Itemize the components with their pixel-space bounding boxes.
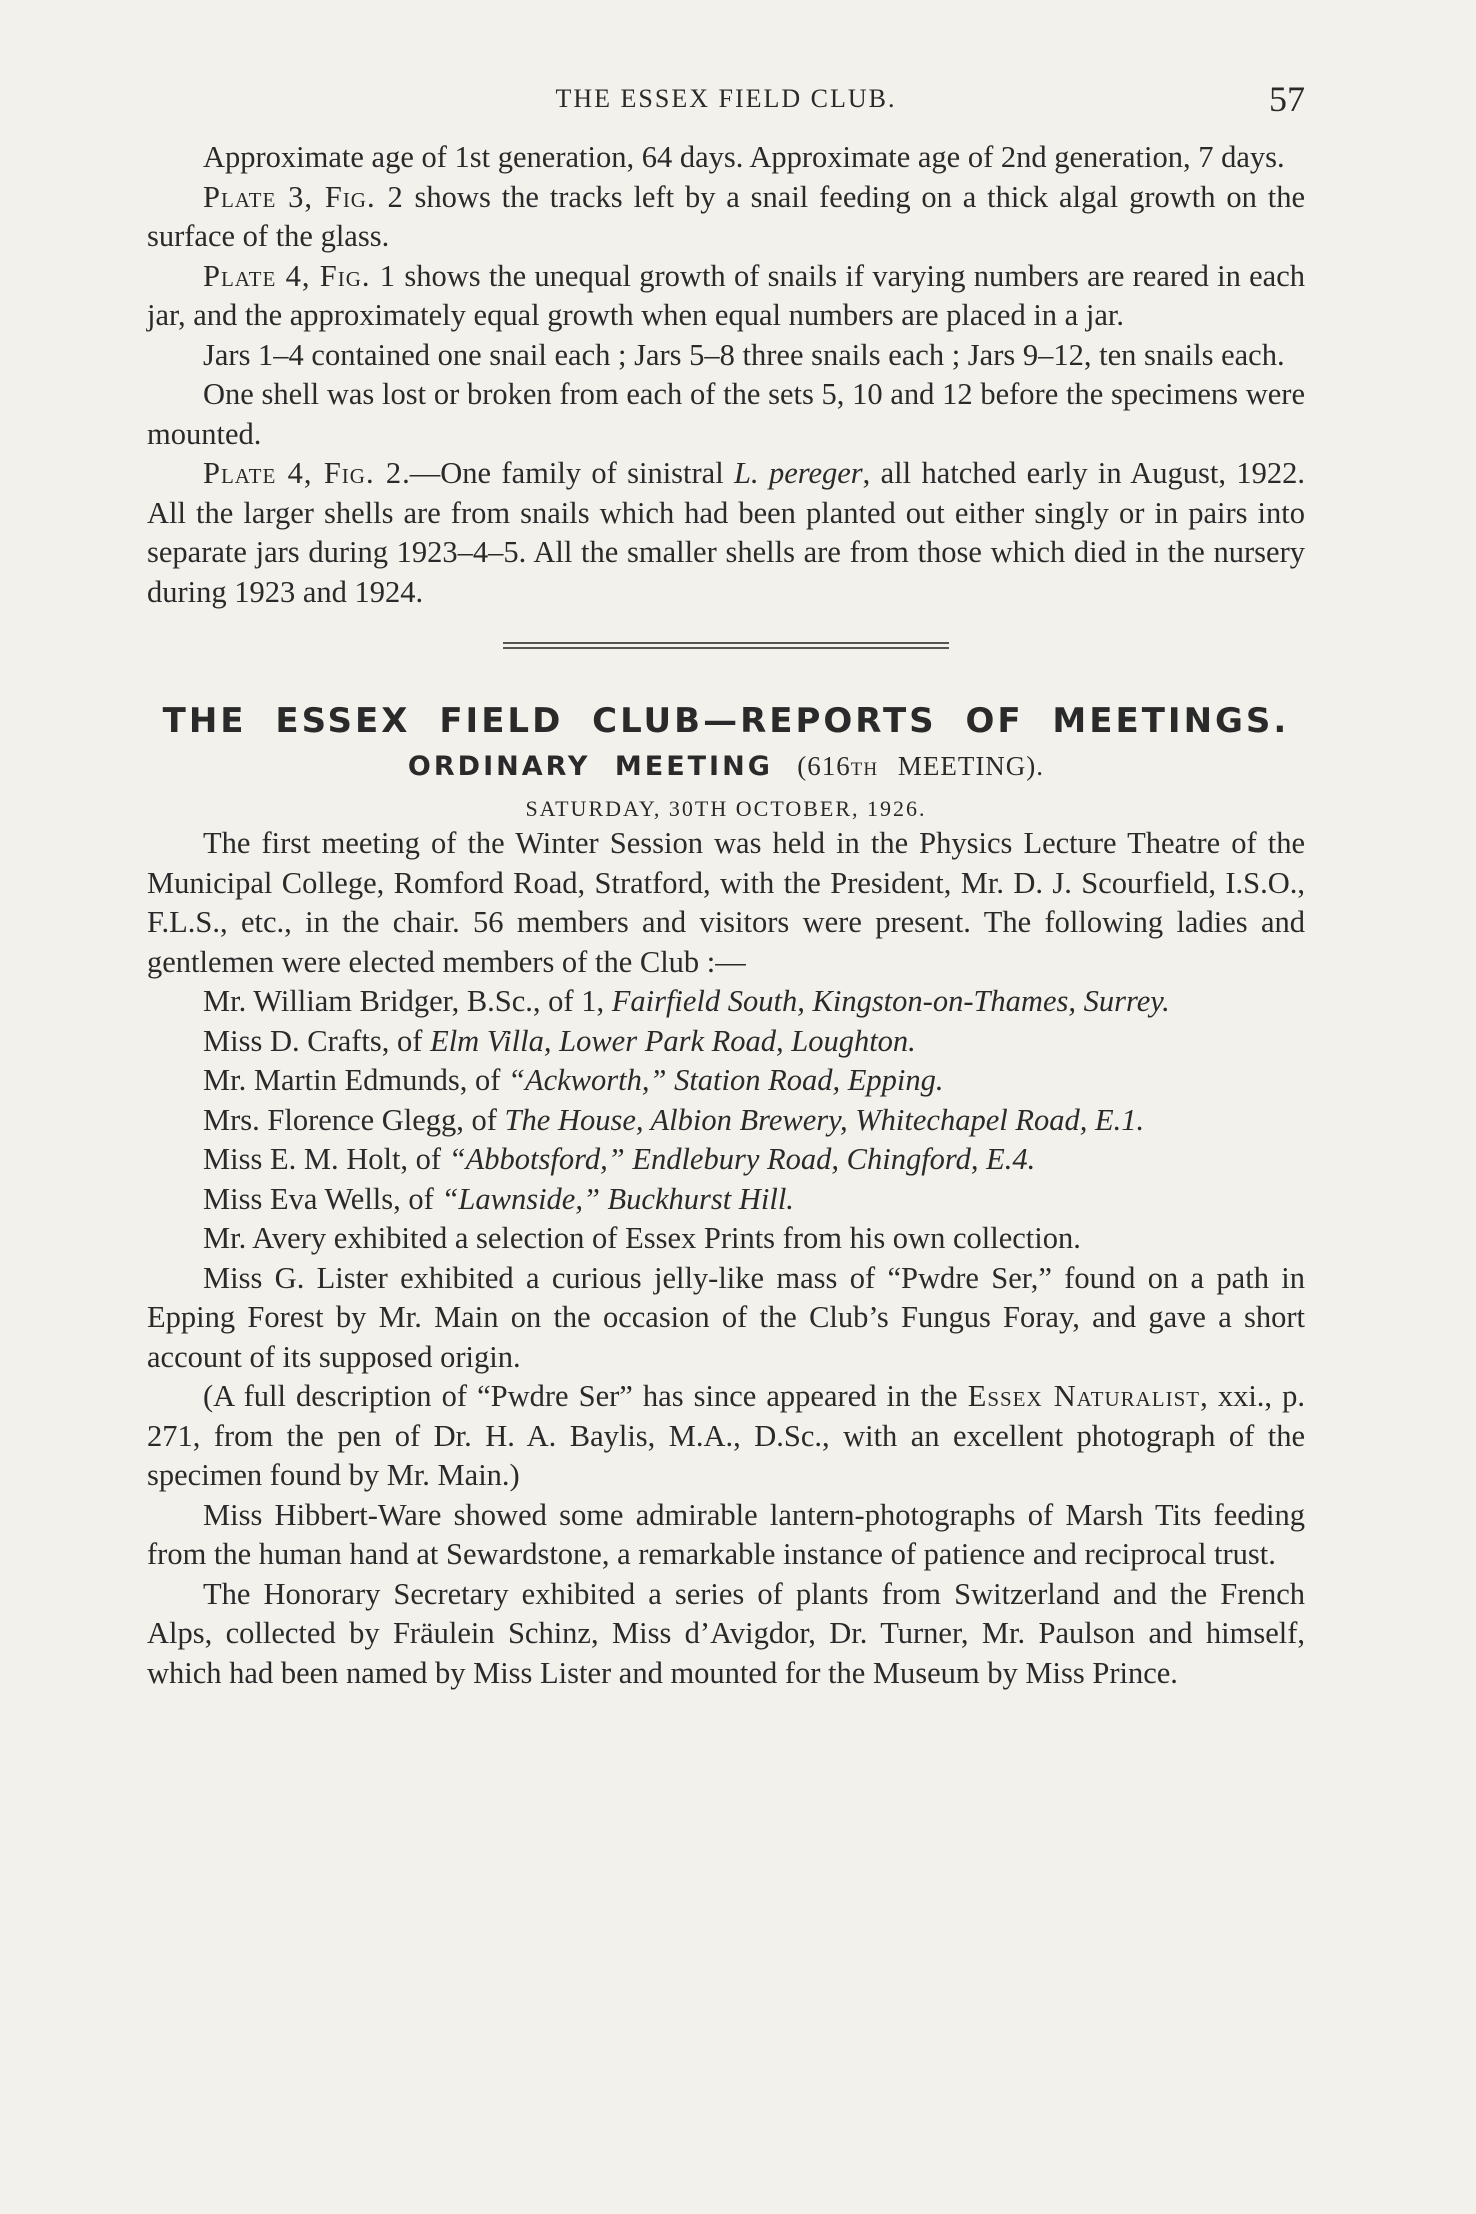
document-page	[147, 78, 1305, 1693]
member-address: “Lawnside,” Buckhurst Hill.	[441, 1181, 794, 1216]
member-entry	[147, 982, 1305, 1022]
paragraph-hibbert-ware: Miss Hibbert-Ware showed some admirable lantern-photographs of Marsh Tits feeding from the human hand at Sewardstone, a remarkable instance of patience and reciprocal trust.	[147, 1497, 1305, 1571]
meeting-title-text: ORDINARY MEETING	[407, 751, 773, 782]
plate-reference: Plate 4, Fig. 2	[203, 456, 403, 490]
paragraph-plate-4-fig-2	[147, 454, 1305, 612]
meeting-title	[147, 751, 1305, 782]
plate-reference: Plate 4, Fig. 1	[203, 258, 397, 293]
member-entry	[147, 1061, 1305, 1101]
member-address: “Abbotsford,” Endlebury Road, Chingford, E.4.	[448, 1142, 1036, 1176]
paragraph-lister-exhibit: Miss G. Lister exhibited a curious jelly-like mass of “Pwdre Ser,” found on a path in Epping Forest by Mr. Main on the occasion of the Club’s Fungus Foray, and gave a short account of its supposed origin.	[147, 1260, 1305, 1374]
member-entry	[147, 1180, 1305, 1220]
paragraph-generation-ages: Approximate age of 1st generation, 64 days. Approximate age of 2nd generation, 7 days.	[203, 140, 1285, 174]
member-name: Mrs. Florence Glegg, of	[203, 1102, 505, 1137]
member-address: The House, Albion Brewery, Whitechapel Road, E.1.	[504, 1102, 1145, 1137]
paragraph-avery-exhibit: Mr. Avery exhibited a selection of Essex Prints from his own collection.	[203, 1221, 1081, 1255]
section-divider	[503, 642, 949, 649]
paragraph-text: shows the tracks left by a snail feeding on a thick algal growth on the surface of the glass.	[147, 179, 1305, 253]
paragraph-meeting-intro: The first meeting of the Winter Session was held in the Physics Lecture Theatre of the Municipal College, Romford Road, Stratford, with the President, Mr. D. J. Scourfield, I.S.O., F.L.S., etc., in the chair. 56 members and visitors were present. The following ladies and gentlemen were elected members of the Club :—	[147, 826, 1305, 979]
member-entry	[147, 1022, 1305, 1062]
paragraph-jars: Jars 1–4 contained one snail each ; Jars 5–8 three snails each ; Jars 9–12, ten snails each.	[203, 337, 1285, 372]
member-address: Fairfield South, Kingston-on-Thames, Surrey.	[611, 984, 1170, 1018]
paragraph-pwdre-ser-note	[147, 1377, 1305, 1496]
member-name: Miss Eva Wells, of	[203, 1181, 442, 1216]
member-name: Mr. William Bridger, B.Sc., of 1,	[203, 984, 612, 1018]
meeting-number: (616th MEETING).	[797, 751, 1045, 781]
running-title: THE ESSEX FIELD CLUB.	[555, 84, 897, 113]
member-name: Mr. Martin Edmunds, of	[203, 1063, 508, 1097]
species-name: L. pereger	[734, 456, 863, 490]
paragraph-secretary-exhibit: The Honorary Secretary exhibited a series of plants from Switzerland and the French Alps, collected by Fräulein Schinz, Miss d’Avigdor, Dr. Turner, Mr. Paulson and himself, which had been named by Miss Lister and mounted for the Museum by Miss Prince.	[147, 1576, 1305, 1690]
paragraph-text: , xxi., p. 271, from the pen of Dr. H. A. Baylis, M.A., D.Sc., with an excellent photograph of the specimen found by Mr. Main.)	[147, 1379, 1305, 1492]
section-title: THE ESSEX FIELD CLUB—REPORTS OF MEETINGS.	[162, 701, 1290, 741]
meeting-date: SATURDAY, 30TH OCTOBER, 1926.	[525, 796, 927, 821]
journal-name: Essex Naturalist	[967, 1379, 1201, 1413]
member-entry	[147, 1101, 1305, 1141]
paragraph-text: shows the unequal growth of snails if varying numbers are reared in each jar, and the approximately equal growth when equal numbers are placed in a jar.	[147, 258, 1305, 332]
paragraph-text: , all hatched early in August, 1922. All the larger shells are from snails which had been planted out either singly or in pairs into separate jars during 1923–4–5. All the smaller shells are from those which died in the nursery during 1923 and 1924.	[147, 456, 1305, 609]
member-name: Miss D. Crafts, of	[203, 1023, 431, 1058]
paragraph-text: .—One family of sinistral	[402, 456, 735, 490]
paragraph-lost-shells: One shell was lost or broken from each of the sets 5, 10 and 12 before the specimens were mounted.	[147, 377, 1305, 451]
paragraph-plate-3-fig-2	[147, 178, 1305, 257]
member-address: Elm Villa, Lower Park Road, Loughton.	[430, 1023, 916, 1058]
member-address: “Ackworth,” Station Road, Epping.	[508, 1063, 944, 1097]
paragraph-plate-4-fig-1	[147, 257, 1305, 336]
running-header	[147, 78, 1305, 138]
member-name: Miss E. M. Holt, of	[203, 1142, 449, 1176]
member-entry	[147, 1140, 1305, 1180]
plate-reference: Plate 3, Fig. 2	[203, 179, 404, 214]
paragraph-text: (A full description of “Pwdre Ser” has since appeared in the	[203, 1379, 968, 1413]
page-number: 57	[1269, 79, 1305, 119]
